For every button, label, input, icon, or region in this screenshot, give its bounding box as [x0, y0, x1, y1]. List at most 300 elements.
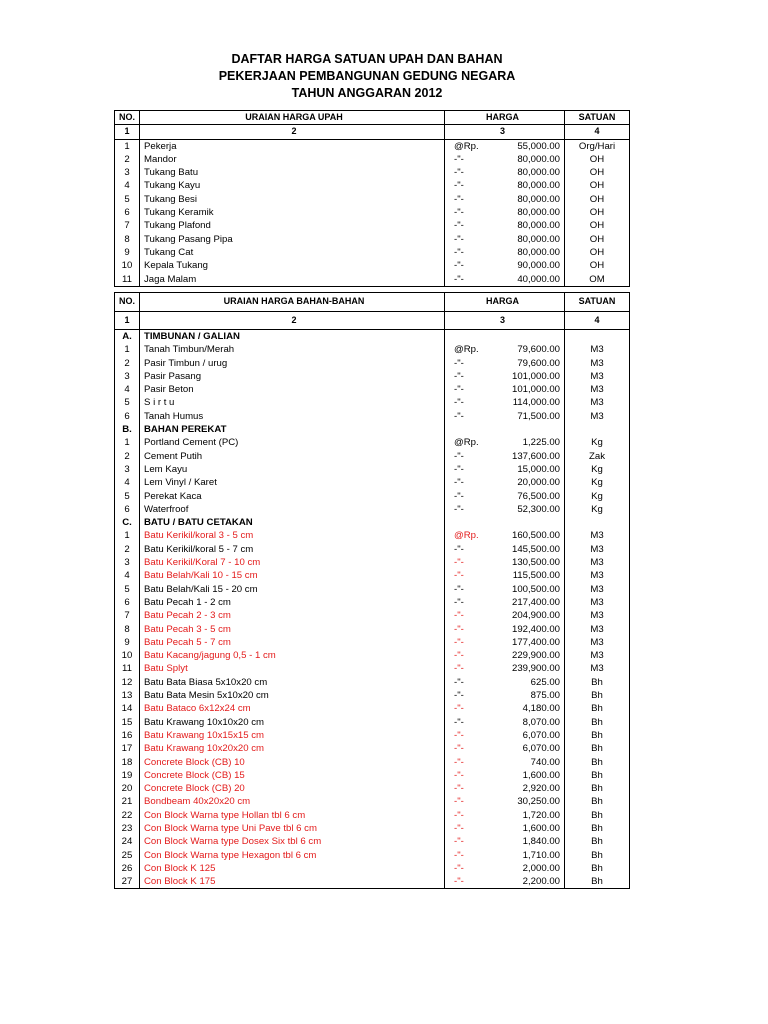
row-price: 145,500.00	[490, 543, 565, 556]
row-currency: -"-	[454, 370, 464, 382]
row-currency	[445, 423, 490, 436]
row-currency: -"-	[454, 676, 464, 688]
colnum-no: 1	[115, 125, 140, 139]
table-row	[115, 756, 630, 769]
row-price: 55,000.00	[490, 139, 565, 153]
row-currency: -"-	[454, 180, 464, 192]
row-unit: Bh	[565, 756, 630, 769]
table-row	[115, 716, 630, 729]
table-row	[115, 795, 630, 808]
row-unit	[565, 516, 630, 529]
row-description: Pasir Timbun / urug	[140, 357, 445, 370]
row-price: 101,000.00	[490, 370, 565, 383]
row-number: 4	[115, 476, 140, 489]
row-number: 6	[115, 410, 140, 423]
row-price: 80,000.00	[490, 153, 565, 166]
row-description: Batu Bata Biasa 5x10x20 cm	[140, 676, 445, 689]
row-unit: M3	[565, 370, 630, 383]
wage-table-header	[115, 111, 630, 125]
row-price: 100,500.00	[490, 583, 565, 596]
table-row	[115, 259, 630, 272]
row-unit: Kg	[565, 476, 630, 489]
row-unit: Bh	[565, 875, 630, 889]
row-unit: M3	[565, 410, 630, 423]
table-row	[115, 689, 630, 702]
row-price	[490, 423, 565, 436]
row-number: 2	[115, 357, 140, 370]
row-number: 26	[115, 862, 140, 875]
table-row	[115, 383, 630, 396]
colnum-price: 3	[445, 312, 565, 330]
row-unit: Bh	[565, 822, 630, 835]
table-row	[115, 609, 630, 622]
row-price: 1,720.00	[490, 809, 565, 822]
row-number: 10	[115, 259, 140, 272]
row-number: 5	[115, 583, 140, 596]
row-price: 130,500.00	[490, 556, 565, 569]
table-row	[115, 410, 630, 423]
row-currency: @Rp.	[454, 530, 479, 542]
row-unit: Kg	[565, 503, 630, 516]
table-row	[115, 396, 630, 409]
row-currency: -"-	[454, 167, 464, 179]
row-currency: -"-	[454, 849, 464, 861]
row-price: 160,500.00	[490, 529, 565, 542]
row-currency: -"-	[454, 570, 464, 582]
row-currency: -"-	[454, 716, 464, 728]
row-currency: -"-	[454, 410, 464, 422]
row-description: Con Block K 125	[140, 862, 445, 875]
table-row	[115, 543, 630, 556]
table-row	[115, 219, 630, 232]
row-description: Con Block Warna type Hexagon tbl 6 cm	[140, 849, 445, 862]
row-price: 1,600.00	[490, 822, 565, 835]
row-price: 1,840.00	[490, 835, 565, 848]
row-price: 40,000.00	[490, 273, 565, 287]
row-price: 8,070.00	[490, 716, 565, 729]
row-number: 14	[115, 702, 140, 715]
row-number: 5	[115, 490, 140, 503]
row-description: Pekerja	[140, 139, 445, 153]
table-row	[115, 153, 630, 166]
row-number: 1	[115, 343, 140, 356]
row-description: Concrete Block (CB) 20	[140, 782, 445, 795]
row-currency: -"-	[454, 636, 464, 648]
table-row	[115, 729, 630, 742]
row-unit: OH	[565, 219, 630, 232]
row-price: 239,900.00	[490, 662, 565, 675]
colnum-unit: 4	[565, 125, 630, 139]
row-price: 625.00	[490, 676, 565, 689]
row-currency: -"-	[454, 796, 464, 808]
row-number: 7	[115, 609, 140, 622]
row-currency: -"-	[454, 783, 464, 795]
row-price: 1,225.00	[490, 436, 565, 449]
row-number: 8	[115, 233, 140, 246]
row-currency	[445, 330, 490, 344]
row-number: 17	[115, 742, 140, 755]
table-row	[115, 139, 630, 153]
row-number: 21	[115, 795, 140, 808]
table-row	[115, 875, 630, 889]
row-currency: -"-	[454, 207, 464, 219]
row-price: 229,900.00	[490, 649, 565, 662]
row-price: 204,900.00	[490, 609, 565, 622]
header-no: NO.	[115, 111, 140, 125]
row-number: 22	[115, 809, 140, 822]
row-unit: M3	[565, 596, 630, 609]
row-price: 101,000.00	[490, 383, 565, 396]
table-row	[115, 343, 630, 356]
row-unit: Kg	[565, 490, 630, 503]
row-currency: -"-	[454, 756, 464, 768]
table-row	[115, 822, 630, 835]
colnum-description: 2	[140, 312, 445, 330]
row-unit: M3	[565, 583, 630, 596]
row-currency: -"-	[454, 729, 464, 741]
header-no: NO.	[115, 293, 140, 312]
row-description: BATU / BATU CETAKAN	[140, 516, 445, 529]
row-description: Jaga Malam	[140, 273, 445, 287]
row-unit: M3	[565, 636, 630, 649]
row-currency: @Rp.	[454, 344, 479, 356]
row-number: 3	[115, 166, 140, 179]
row-number: 2	[115, 153, 140, 166]
row-description: Tanah Humus	[140, 410, 445, 423]
row-currency: -"-	[454, 503, 464, 515]
row-currency: -"-	[454, 384, 464, 396]
row-price: 2,200.00	[490, 875, 565, 889]
row-unit	[565, 423, 630, 436]
row-unit: M3	[565, 609, 630, 622]
row-number: 10	[115, 649, 140, 662]
row-description: Tukang Kayu	[140, 179, 445, 192]
row-description: Batu Pecah 3 - 5 cm	[140, 623, 445, 636]
row-description: Batu Pecah 2 - 3 cm	[140, 609, 445, 622]
row-unit: Bh	[565, 862, 630, 875]
row-number: 2	[115, 543, 140, 556]
row-currency: @Rp.	[454, 437, 479, 449]
row-currency: -"-	[454, 610, 464, 622]
row-unit: OH	[565, 246, 630, 259]
category-row	[115, 330, 630, 344]
row-description: Tukang Besi	[140, 193, 445, 206]
row-currency: -"-	[454, 583, 464, 595]
row-unit: Bh	[565, 729, 630, 742]
row-currency: -"-	[454, 357, 464, 369]
row-number: 4	[115, 383, 140, 396]
row-unit: Kg	[565, 436, 630, 449]
row-description: Mandor	[140, 153, 445, 166]
row-description: Concrete Block (CB) 15	[140, 769, 445, 782]
row-description: Batu Kacang/jagung 0,5 - 1 cm	[140, 649, 445, 662]
row-price: 76,500.00	[490, 490, 565, 503]
row-currency: -"-	[454, 450, 464, 462]
row-unit: M3	[565, 662, 630, 675]
row-unit: Bh	[565, 809, 630, 822]
table-row	[115, 193, 630, 206]
title-line-3: TAHUN ANGGARAN 2012	[291, 86, 443, 100]
row-description: Batu Splyt	[140, 662, 445, 675]
header-unit: SATUAN	[565, 111, 630, 125]
row-price: 15,000.00	[490, 463, 565, 476]
wage-price-table	[114, 110, 630, 287]
row-unit: M3	[565, 569, 630, 582]
table-row	[115, 583, 630, 596]
row-price: 6,070.00	[490, 742, 565, 755]
colnum-price: 3	[445, 125, 565, 139]
table-row	[115, 476, 630, 489]
row-description: Portland Cement (PC)	[140, 436, 445, 449]
row-unit: Bh	[565, 702, 630, 715]
row-description: Bondbeam 40x20x20 cm	[140, 795, 445, 808]
row-description: Tukang Plafond	[140, 219, 445, 232]
row-currency	[445, 516, 490, 529]
row-description: Pasir Pasang	[140, 370, 445, 383]
row-description: Tanah Timbun/Merah	[140, 343, 445, 356]
row-number: 7	[115, 219, 140, 232]
row-unit: Kg	[565, 463, 630, 476]
row-number: 9	[115, 636, 140, 649]
row-number: 6	[115, 503, 140, 516]
row-number: 1	[115, 139, 140, 153]
row-currency: -"-	[454, 557, 464, 569]
row-currency: -"-	[454, 246, 464, 258]
row-number: 11	[115, 662, 140, 675]
row-description: Con Block K 175	[140, 875, 445, 889]
material-table-column-numbers	[115, 312, 630, 330]
row-price: 30,250.00	[490, 795, 565, 808]
header-description: URAIAN HARGA BAHAN-BAHAN	[140, 293, 445, 312]
row-price	[490, 330, 565, 344]
row-number: 5	[115, 396, 140, 409]
row-description: Batu Bataco 6x12x24 cm	[140, 702, 445, 715]
row-number: 5	[115, 193, 140, 206]
row-price: 2,920.00	[490, 782, 565, 795]
row-description: Tukang Pasang Pipa	[140, 233, 445, 246]
table-row	[115, 862, 630, 875]
table-row	[115, 273, 630, 287]
table-row	[115, 357, 630, 370]
table-row	[115, 529, 630, 542]
row-unit: OH	[565, 153, 630, 166]
row-unit: Bh	[565, 769, 630, 782]
row-number: 27	[115, 875, 140, 889]
row-description: Pasir Beton	[140, 383, 445, 396]
row-price: 177,400.00	[490, 636, 565, 649]
row-number: 4	[115, 569, 140, 582]
row-number: 1	[115, 436, 140, 449]
colnum-no: 1	[115, 312, 140, 330]
row-number: C.	[115, 516, 140, 529]
row-description: Batu Belah/Kali 15 - 20 cm	[140, 583, 445, 596]
title-line-2: PEKERJAAN PEMBANGUNAN GEDUNG NEGARA	[218, 69, 516, 83]
row-unit: Bh	[565, 782, 630, 795]
row-currency: -"-	[454, 193, 464, 205]
wage-table-column-numbers	[115, 125, 630, 139]
row-unit	[565, 330, 630, 344]
row-description: Kepala Tukang	[140, 259, 445, 272]
row-description: Con Block Warna type Uni Pave tbl 6 cm	[140, 822, 445, 835]
row-unit: M3	[565, 357, 630, 370]
row-number: 4	[115, 179, 140, 192]
row-price: 2,000.00	[490, 862, 565, 875]
row-number: 15	[115, 716, 140, 729]
row-description: TIMBUNAN / GALIAN	[140, 330, 445, 344]
row-number: 3	[115, 370, 140, 383]
row-currency: -"-	[454, 477, 464, 489]
row-description: Concrete Block (CB) 10	[140, 756, 445, 769]
row-price: 90,000.00	[490, 259, 565, 272]
row-price: 192,400.00	[490, 623, 565, 636]
row-unit: OH	[565, 179, 630, 192]
row-description: Tukang Keramik	[140, 206, 445, 219]
header-description: URAIAN HARGA UPAH	[140, 111, 445, 125]
row-number: 2	[115, 450, 140, 463]
table-row	[115, 450, 630, 463]
row-number: 19	[115, 769, 140, 782]
row-unit: OH	[565, 166, 630, 179]
row-currency: -"-	[454, 663, 464, 675]
row-unit: M3	[565, 556, 630, 569]
row-currency: -"-	[454, 822, 464, 834]
row-currency: -"-	[445, 875, 490, 889]
row-price: 1,710.00	[490, 849, 565, 862]
row-unit: OH	[565, 193, 630, 206]
row-description: Waterfroof	[140, 503, 445, 516]
row-number: 24	[115, 835, 140, 848]
row-price: 52,300.00	[490, 503, 565, 516]
row-unit: Bh	[565, 849, 630, 862]
table-row	[115, 206, 630, 219]
row-number: 18	[115, 756, 140, 769]
row-currency: -"-	[454, 260, 464, 272]
row-unit: OH	[565, 206, 630, 219]
row-description: Lem Vinyl / Karet	[140, 476, 445, 489]
table-row	[115, 569, 630, 582]
table-row	[115, 742, 630, 755]
row-currency: -"-	[454, 809, 464, 821]
row-number: B.	[115, 423, 140, 436]
row-unit: M3	[565, 529, 630, 542]
table-row	[115, 835, 630, 848]
row-number: 11	[115, 273, 140, 287]
row-currency: -"-	[454, 623, 464, 635]
row-currency: -"-	[454, 836, 464, 848]
row-price: 80,000.00	[490, 233, 565, 246]
row-price: 80,000.00	[490, 166, 565, 179]
row-description: Batu Kerikil/koral 3 - 5 cm	[140, 529, 445, 542]
row-description: Batu Pecah 1 - 2 cm	[140, 596, 445, 609]
row-description: Perekat Kaca	[140, 490, 445, 503]
row-number: A.	[115, 330, 140, 344]
row-price: 80,000.00	[490, 246, 565, 259]
row-unit: Zak	[565, 450, 630, 463]
row-unit: Bh	[565, 689, 630, 702]
row-price: 740.00	[490, 756, 565, 769]
row-unit: Bh	[565, 835, 630, 848]
row-number: 13	[115, 689, 140, 702]
row-unit: OM	[565, 273, 630, 287]
row-description: Batu Pecah 5 - 7 cm	[140, 636, 445, 649]
row-currency: -"-	[454, 703, 464, 715]
row-price: 875.00	[490, 689, 565, 702]
row-unit: Bh	[565, 716, 630, 729]
colnum-description: 2	[140, 125, 445, 139]
row-price: 71,500.00	[490, 410, 565, 423]
row-currency: -"-	[454, 463, 464, 475]
row-unit: M3	[565, 543, 630, 556]
colnum-unit: 4	[565, 312, 630, 330]
row-price: 217,400.00	[490, 596, 565, 609]
row-price: 1,600.00	[490, 769, 565, 782]
category-row	[115, 423, 630, 436]
row-unit: M3	[565, 383, 630, 396]
row-currency: -"-	[454, 490, 464, 502]
row-currency: -"-	[454, 220, 464, 232]
row-price: 114,000.00	[490, 396, 565, 409]
table-row	[115, 596, 630, 609]
table-row	[115, 649, 630, 662]
row-unit: M3	[565, 396, 630, 409]
row-price: 79,600.00	[490, 357, 565, 370]
row-currency: -"-	[454, 862, 464, 874]
row-unit: OH	[565, 259, 630, 272]
row-number: 6	[115, 596, 140, 609]
row-price: 80,000.00	[490, 193, 565, 206]
table-row	[115, 636, 630, 649]
document-title	[112, 51, 622, 102]
row-description: Lem Kayu	[140, 463, 445, 476]
row-description: Batu Krawang 10x15x15 cm	[140, 729, 445, 742]
row-currency: -"-	[454, 769, 464, 781]
table-row	[115, 503, 630, 516]
row-unit: OH	[565, 233, 630, 246]
table-row	[115, 179, 630, 192]
table-row	[115, 849, 630, 862]
table-row	[115, 623, 630, 636]
row-number: 16	[115, 729, 140, 742]
table-row	[115, 702, 630, 715]
header-price: HARGA	[445, 111, 565, 125]
row-currency: -"-	[454, 397, 464, 409]
row-price: 80,000.00	[490, 179, 565, 192]
category-row	[115, 516, 630, 529]
row-unit: Org/Hari	[565, 139, 630, 153]
table-row	[115, 166, 630, 179]
row-number: 23	[115, 822, 140, 835]
row-price: 80,000.00	[490, 219, 565, 232]
row-unit: M3	[565, 623, 630, 636]
table-row	[115, 556, 630, 569]
row-number: 9	[115, 246, 140, 259]
row-currency: -"-	[454, 596, 464, 608]
row-number: 8	[115, 623, 140, 636]
row-number: 1	[115, 529, 140, 542]
row-price: 4,180.00	[490, 702, 565, 715]
row-description: Tukang Cat	[140, 246, 445, 259]
table-row	[115, 769, 630, 782]
table-row	[115, 490, 630, 503]
row-number: 12	[115, 676, 140, 689]
row-unit: Bh	[565, 676, 630, 689]
row-description: Batu Krawang 10x20x20 cm	[140, 742, 445, 755]
row-description: S i r t u	[140, 396, 445, 409]
row-currency: -"-	[454, 543, 464, 555]
table-row	[115, 662, 630, 675]
row-description: BAHAN PEREKAT	[140, 423, 445, 436]
row-number: 25	[115, 849, 140, 862]
